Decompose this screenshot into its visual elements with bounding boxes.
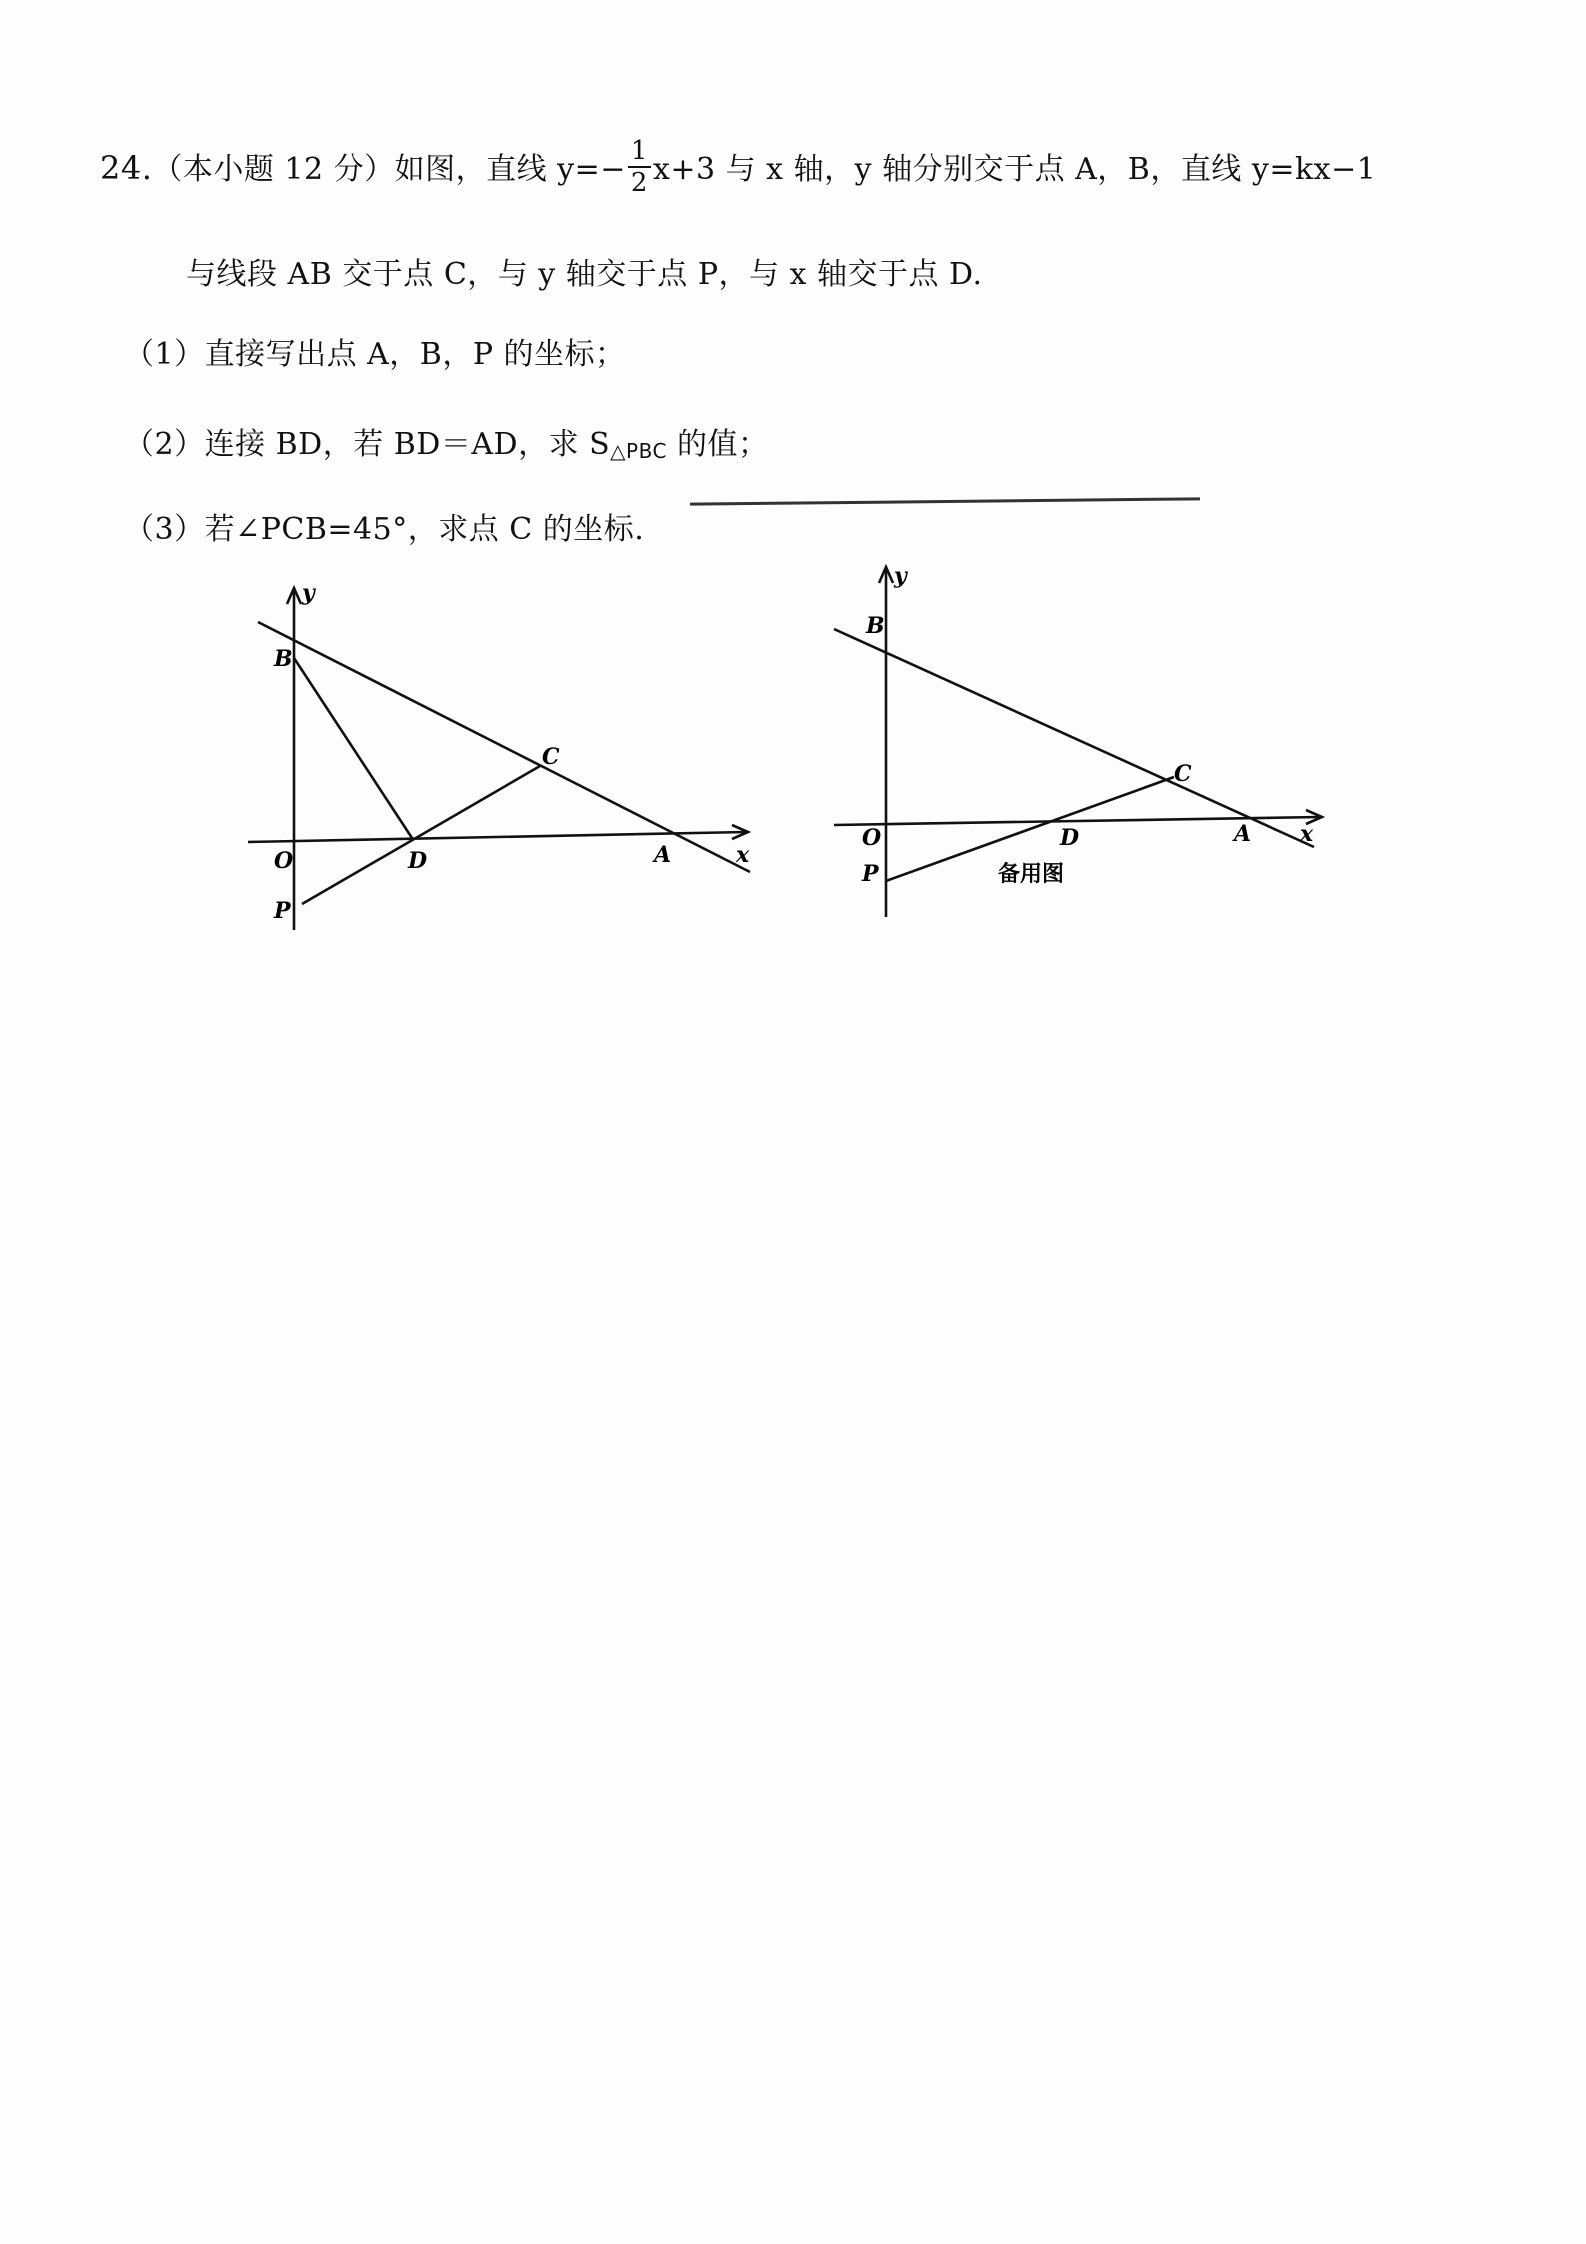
fig2-caption: 备用图: [998, 862, 1065, 887]
fraction-denominator: 2: [630, 168, 648, 198]
question-intro-a: 如图，直线 y=−: [394, 152, 626, 187]
fig1-label-p: P: [274, 898, 291, 924]
part-1-label: （1）: [124, 337, 205, 372]
fig1-label-b: B: [274, 646, 293, 672]
fig2-label-o: O: [862, 825, 882, 851]
part-2-text-a: 连接 BD，若 BD＝AD，求 S: [204, 427, 611, 462]
part-3-label: （3）: [124, 512, 205, 547]
fig2-label-x: x: [1300, 821, 1314, 847]
fraction: [628, 136, 651, 198]
part-2-subscript: △PBC: [610, 439, 667, 463]
question-intro-line2: 与线段 AB 交于点 C，与 y 轴交于点 P，与 x 轴交于点 D.: [186, 257, 983, 292]
part-1: [124, 335, 626, 375]
fraction-numerator: 1: [628, 136, 651, 168]
fig1-label-a: A: [654, 842, 672, 868]
part-3: [124, 510, 644, 550]
fig2-label-b: B: [866, 613, 885, 639]
fig1-line-ab: [258, 622, 750, 872]
fig1-label-y: y: [302, 580, 315, 606]
fig2-label-c: C: [1174, 761, 1192, 787]
part-1-text: 直接写出点 A，B，P 的坐标；: [204, 337, 626, 372]
fig2-label-p: P: [862, 861, 879, 887]
fig1-label-c: C: [542, 744, 560, 770]
fig2-label-d: D: [1060, 825, 1080, 851]
figure-1: [230, 570, 770, 940]
question-intro-b: x+3 与 x 轴，y 轴分别交于点 A，B，直线 y=kx−1: [652, 152, 1377, 187]
fig1-x-axis: [248, 832, 746, 842]
fig1-line-pc: [302, 766, 540, 904]
fig1-label-o: O: [274, 848, 294, 874]
fig1-label-x: x: [736, 842, 750, 868]
question-points: （本小题 12 分）: [152, 152, 395, 187]
part-2-label: （2）: [124, 427, 205, 462]
pen-mark: [690, 497, 1200, 505]
question-number: 24.: [100, 149, 153, 187]
part-2: [124, 425, 769, 467]
fig2-label-a: A: [1234, 821, 1252, 847]
question-line-1: [100, 136, 1377, 202]
part-2-text-b: 的值；: [666, 427, 769, 462]
fig1-line-bd: [294, 658, 412, 838]
fig2-label-y: y: [894, 563, 907, 589]
part-3-text: 若∠PCB=45°，求点 C 的坐标.: [204, 512, 645, 547]
figure-2: [820, 555, 1340, 925]
question-line-2: [186, 255, 983, 295]
fig1-label-d: D: [408, 848, 428, 874]
